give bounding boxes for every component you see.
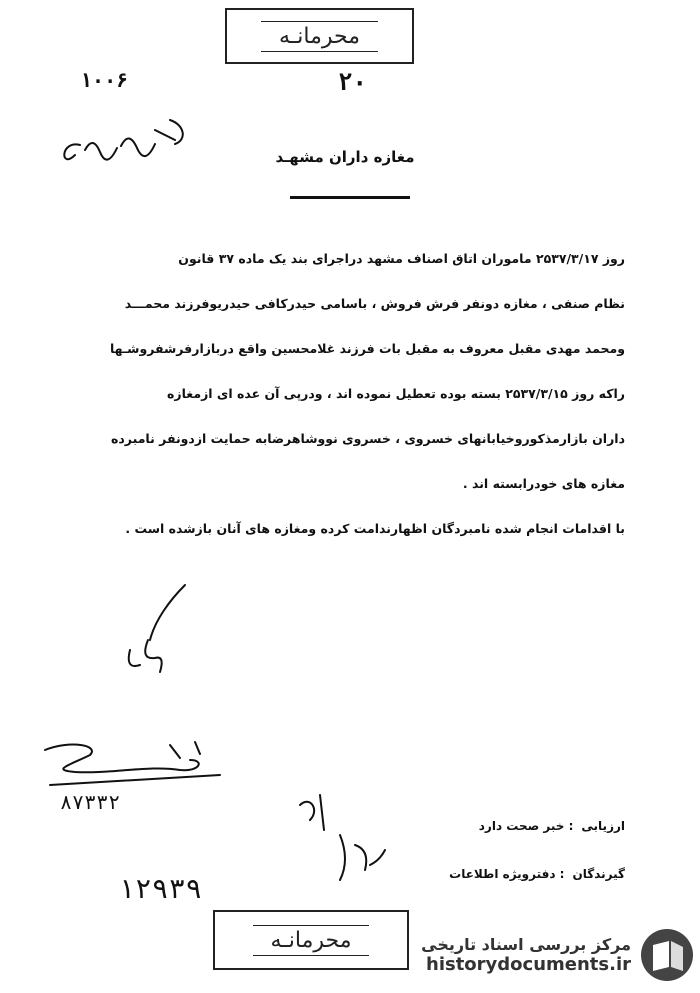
body-line: راکه روز ۲۵۳۷/۳/۱۵ بسته بوده تعطیل نموده اند ، ودرپی آن عده ای ازمغازه <box>167 386 625 401</box>
assessment-value: خبر صحت دارد <box>478 819 565 833</box>
body-line: نظام صنفی ، مغازه دونفر فرش فروش ، باسامی حیدرکافی حیدریوفرزند محمـــد <box>124 296 625 311</box>
recipients-row: گیرندگان: دفترویژه اطلاعات <box>449 867 625 881</box>
classification-stamp-top <box>225 8 414 64</box>
archive-emblem-icon <box>639 927 695 983</box>
assessment-label: ارزیابی <box>581 819 625 833</box>
document-title: مغازه داران مشهـد <box>275 148 415 166</box>
body-line: ومحمد مهدی مقبل معروف به مقبل بات فرزند غلامحسین واقع دربازارفرشفروشـها <box>109 341 625 356</box>
page-number: ۲۰ <box>338 68 367 96</box>
reference-number: ۱۰۰۶ <box>80 68 129 92</box>
document-body <box>55 236 625 551</box>
recipients-value: دفترویژه اطلاعات <box>449 867 556 881</box>
logo-website: historydocuments.ir <box>426 954 631 975</box>
recipients-label: گیرندگان <box>572 867 625 881</box>
stamp-label: محرمانـه <box>253 925 370 956</box>
archive-logo <box>410 920 695 990</box>
body-line: مغازه های خودرابسته اند . <box>462 476 625 491</box>
stamp-label: محرمانـه <box>261 21 378 52</box>
logo-text <box>421 935 631 975</box>
handwritten-number-left: ۸۷۳۳۲ <box>60 790 121 814</box>
body-line: روز ۲۵۳۷/۳/۱۷ ماموران اتاق اصناف مشهد دراجرای بند یک ماده ۳۷ قانون <box>178 251 625 266</box>
body-line: داران بازارمذکوروخیابانهای خسروی ، خسروی نووشاهرضابه حمایت ازدونفر نامبرده <box>111 431 625 446</box>
classification-stamp-bottom <box>213 910 409 970</box>
assessment-row: ارزیابی: خبر صحت دارد <box>478 819 625 833</box>
body-line: با اقدامات انجام شده نامبردگان اظهارندامت کرده ومغازه های آنان بازشده است . <box>125 521 625 536</box>
handwritten-signature-middle <box>110 580 200 680</box>
logo-persian-name: مرکز بررسی اسناد تاریخی <box>421 935 631 954</box>
handwritten-initials-bottom-center <box>280 790 390 900</box>
handwritten-number-bottom-left: ۱۲۹۳۹ <box>118 872 203 905</box>
handwritten-note-top-left <box>55 110 195 180</box>
document-footer <box>380 808 625 892</box>
title-underline <box>290 196 410 199</box>
